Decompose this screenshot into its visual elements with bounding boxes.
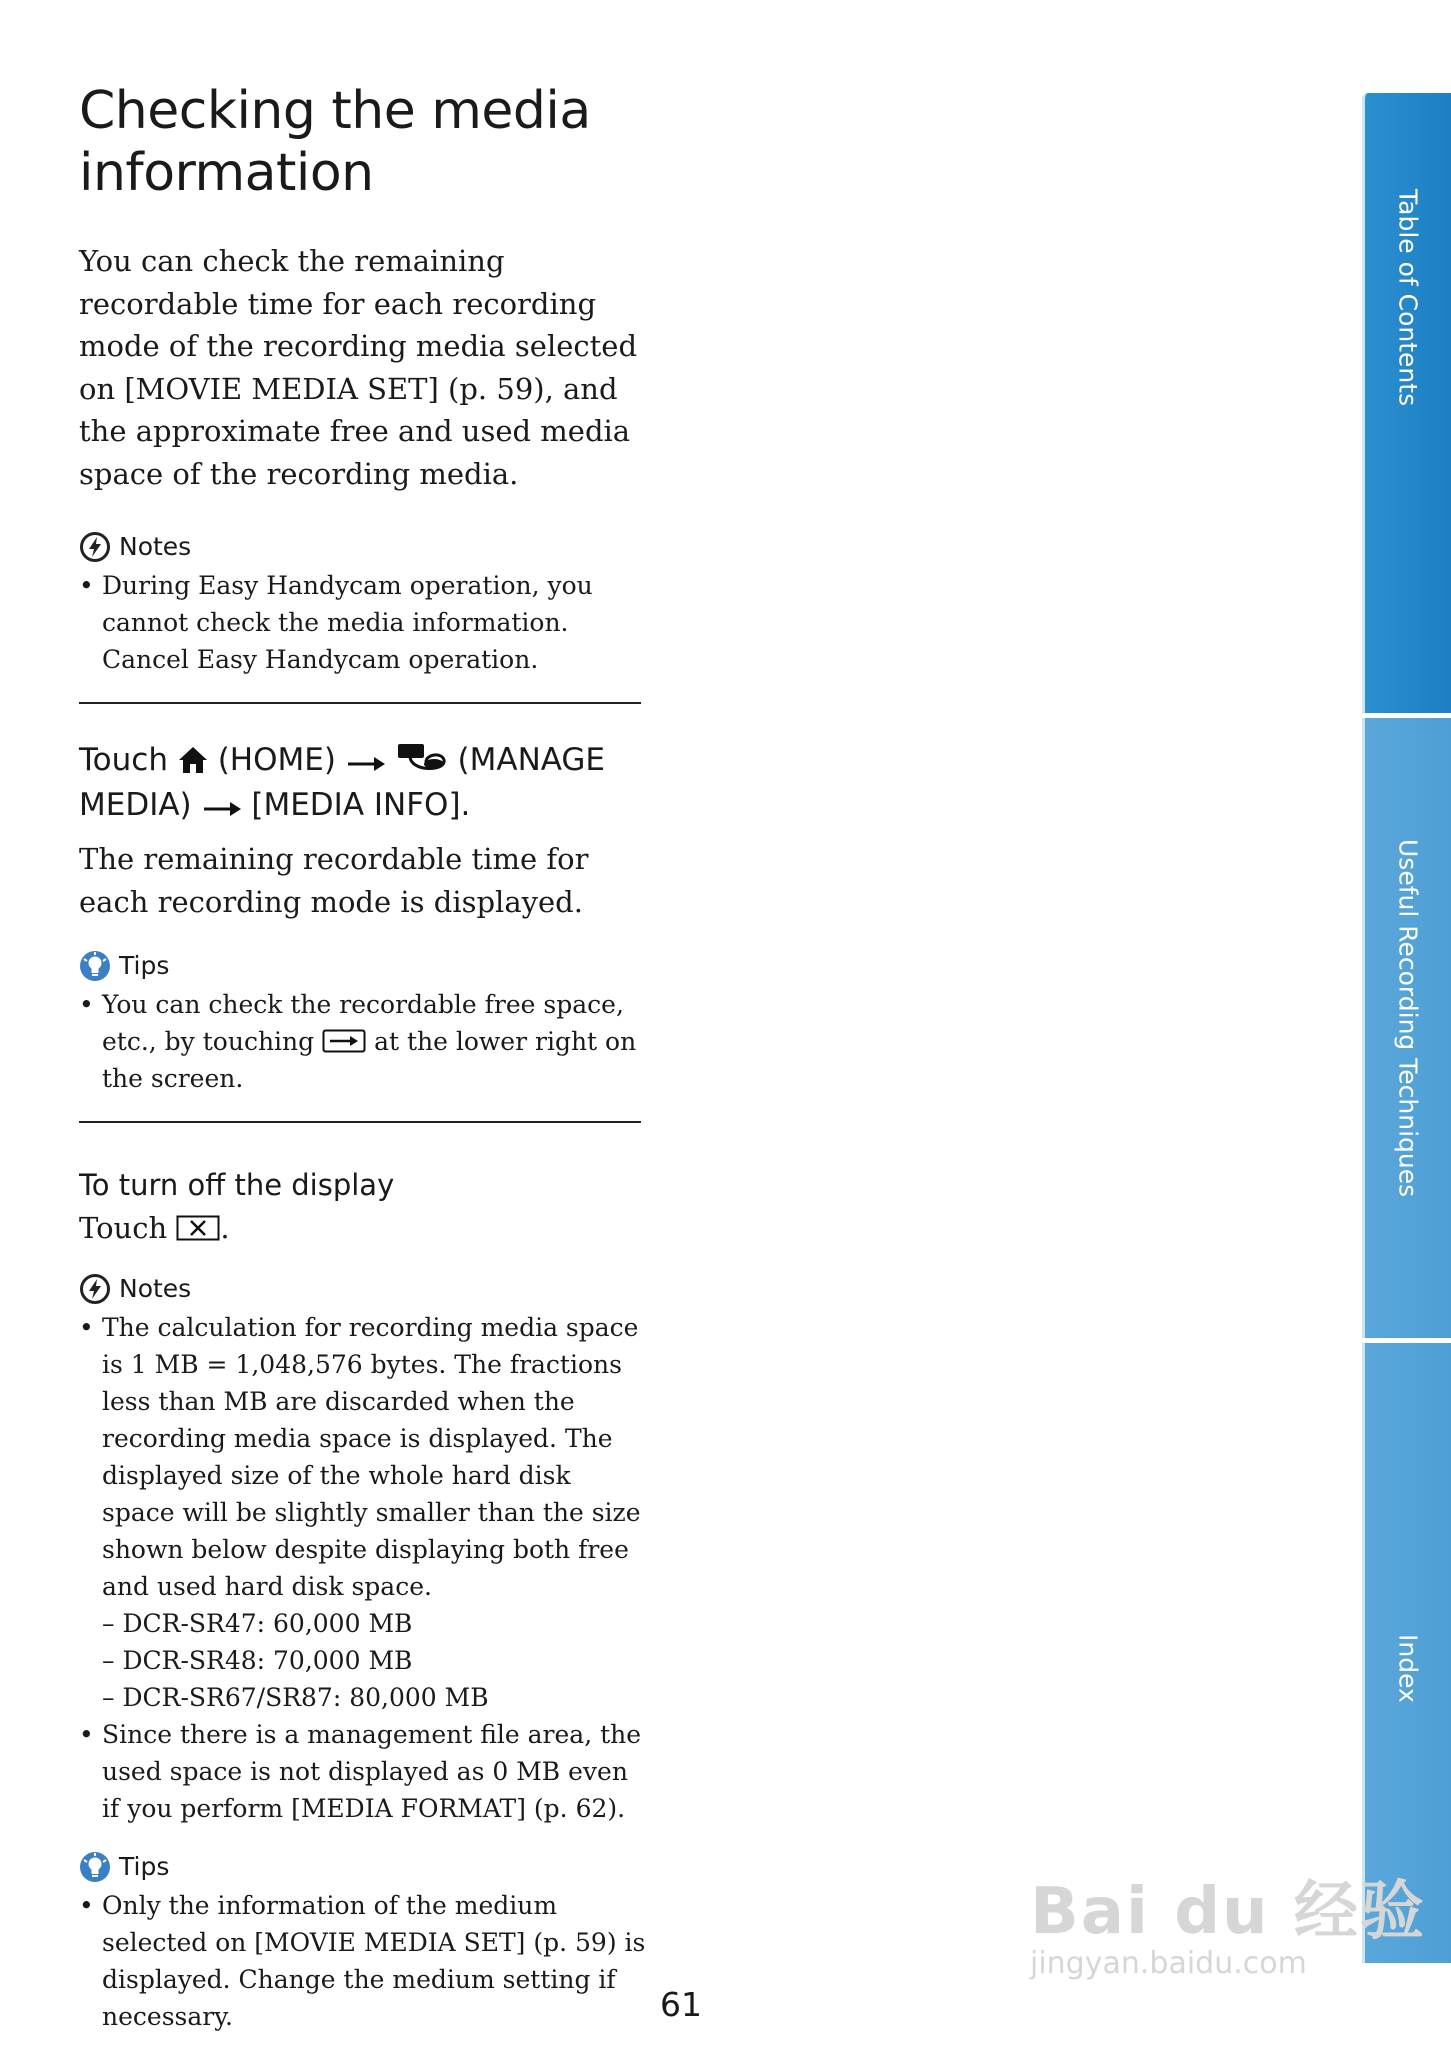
tab-label: Table of Contents	[1393, 189, 1423, 407]
notes-heading-label: Notes	[119, 1274, 192, 1303]
turn-off-instruction	[79, 1207, 649, 1249]
list-item: • Since there is a management file area, the used space is not displayed as 0 MB even if you perform [MEDIA FORMAT] (p. 62).	[79, 1716, 649, 1827]
tips-icon	[79, 1851, 111, 1883]
step-touch-label: Touch	[79, 742, 168, 778]
arrow-right-icon	[202, 799, 242, 819]
next-page-icon	[322, 1029, 366, 1053]
list-item	[79, 986, 649, 1097]
tips-heading	[79, 1851, 649, 1883]
tips-icon	[79, 950, 111, 982]
tab-label: Index	[1393, 1633, 1423, 1703]
tips-heading-label: Tips	[119, 1852, 170, 1881]
arrow-right-icon	[346, 754, 386, 774]
notes-icon	[79, 531, 111, 563]
notes-list	[79, 567, 649, 678]
page-title	[79, 80, 649, 204]
title-line-2: information	[79, 143, 374, 203]
notes-heading	[79, 531, 649, 563]
manage-media-icon	[396, 742, 448, 774]
turn-off-touch: Touch	[79, 1211, 168, 1245]
watermark-text: Bai du 经验	[1030, 1875, 1426, 1949]
model-line: – DCR-SR48: 70,000 MB	[102, 1646, 413, 1675]
close-icon	[176, 1215, 220, 1241]
notes-heading	[79, 1273, 649, 1305]
turn-off-heading: To turn off the display	[79, 1168, 395, 1202]
title-line-1: Checking the media	[79, 81, 591, 141]
list-item	[79, 1309, 649, 1716]
notes-icon	[79, 1273, 111, 1305]
turn-off-period: .	[220, 1211, 230, 1245]
tips-list	[79, 1887, 649, 2035]
step-instruction	[79, 738, 649, 828]
tips-list	[79, 986, 649, 1097]
divider	[79, 702, 641, 704]
divider	[79, 1121, 641, 1123]
intro-paragraph: You can check the remaining recordable time for each recording mode of the recording media selected on [MOVIE MEDIA SET] (p. 59), and the approximate free and used media space of the recording media.	[79, 244, 638, 491]
home-icon	[178, 746, 208, 774]
notes-heading-label: Notes	[119, 532, 192, 561]
list-item: • Only the information of the medium selected on [MOVIE MEDIA SET] (p. 59) is displayed. Change the medium setting if necessary.	[79, 1887, 649, 2035]
tips-text-after: at the lower right on the screen.	[102, 1027, 637, 1093]
notes-list	[79, 1309, 649, 1827]
tips-text-before: You can check the recordable free space, etc., by touching	[102, 990, 624, 1056]
watermark-logo	[1030, 1860, 1426, 1981]
home-label: (HOME)	[217, 742, 336, 778]
notes-item-text: The calculation for recording media space is 1 MB = 1,048,576 bytes. The fractions less than MB are discarded when the recording media space is displayed. The displayed size of the whole hard disk space will be slightly smaller than the size shown below despite displaying both free and used hard disk space.	[102, 1313, 641, 1601]
tips-heading	[79, 950, 649, 982]
step-description: The remaining recordable time for each recording mode is displayed.	[79, 842, 589, 919]
list-item: • During Easy Handycam operation, you cannot check the media information. Cancel Easy Handycam operation.	[79, 567, 649, 678]
tab-label: Useful Recording Techniques	[1393, 838, 1423, 1198]
watermark-url: jingyan.baidu.com	[1030, 1946, 1307, 1981]
tips-heading-label: Tips	[119, 951, 170, 980]
page-number: 61	[660, 1985, 702, 2024]
tab-table-of-contents[interactable]	[1362, 93, 1451, 713]
media-info-label: [MEDIA INFO].	[251, 787, 471, 823]
manage-media-label: (MANAGE MEDIA)	[79, 742, 606, 823]
tab-useful-recording-techniques[interactable]	[1362, 718, 1451, 1338]
model-line: – DCR-SR67/SR87: 80,000 MB	[102, 1683, 489, 1712]
model-line: – DCR-SR47: 60,000 MB	[102, 1609, 413, 1638]
page-content	[79, 80, 649, 2035]
